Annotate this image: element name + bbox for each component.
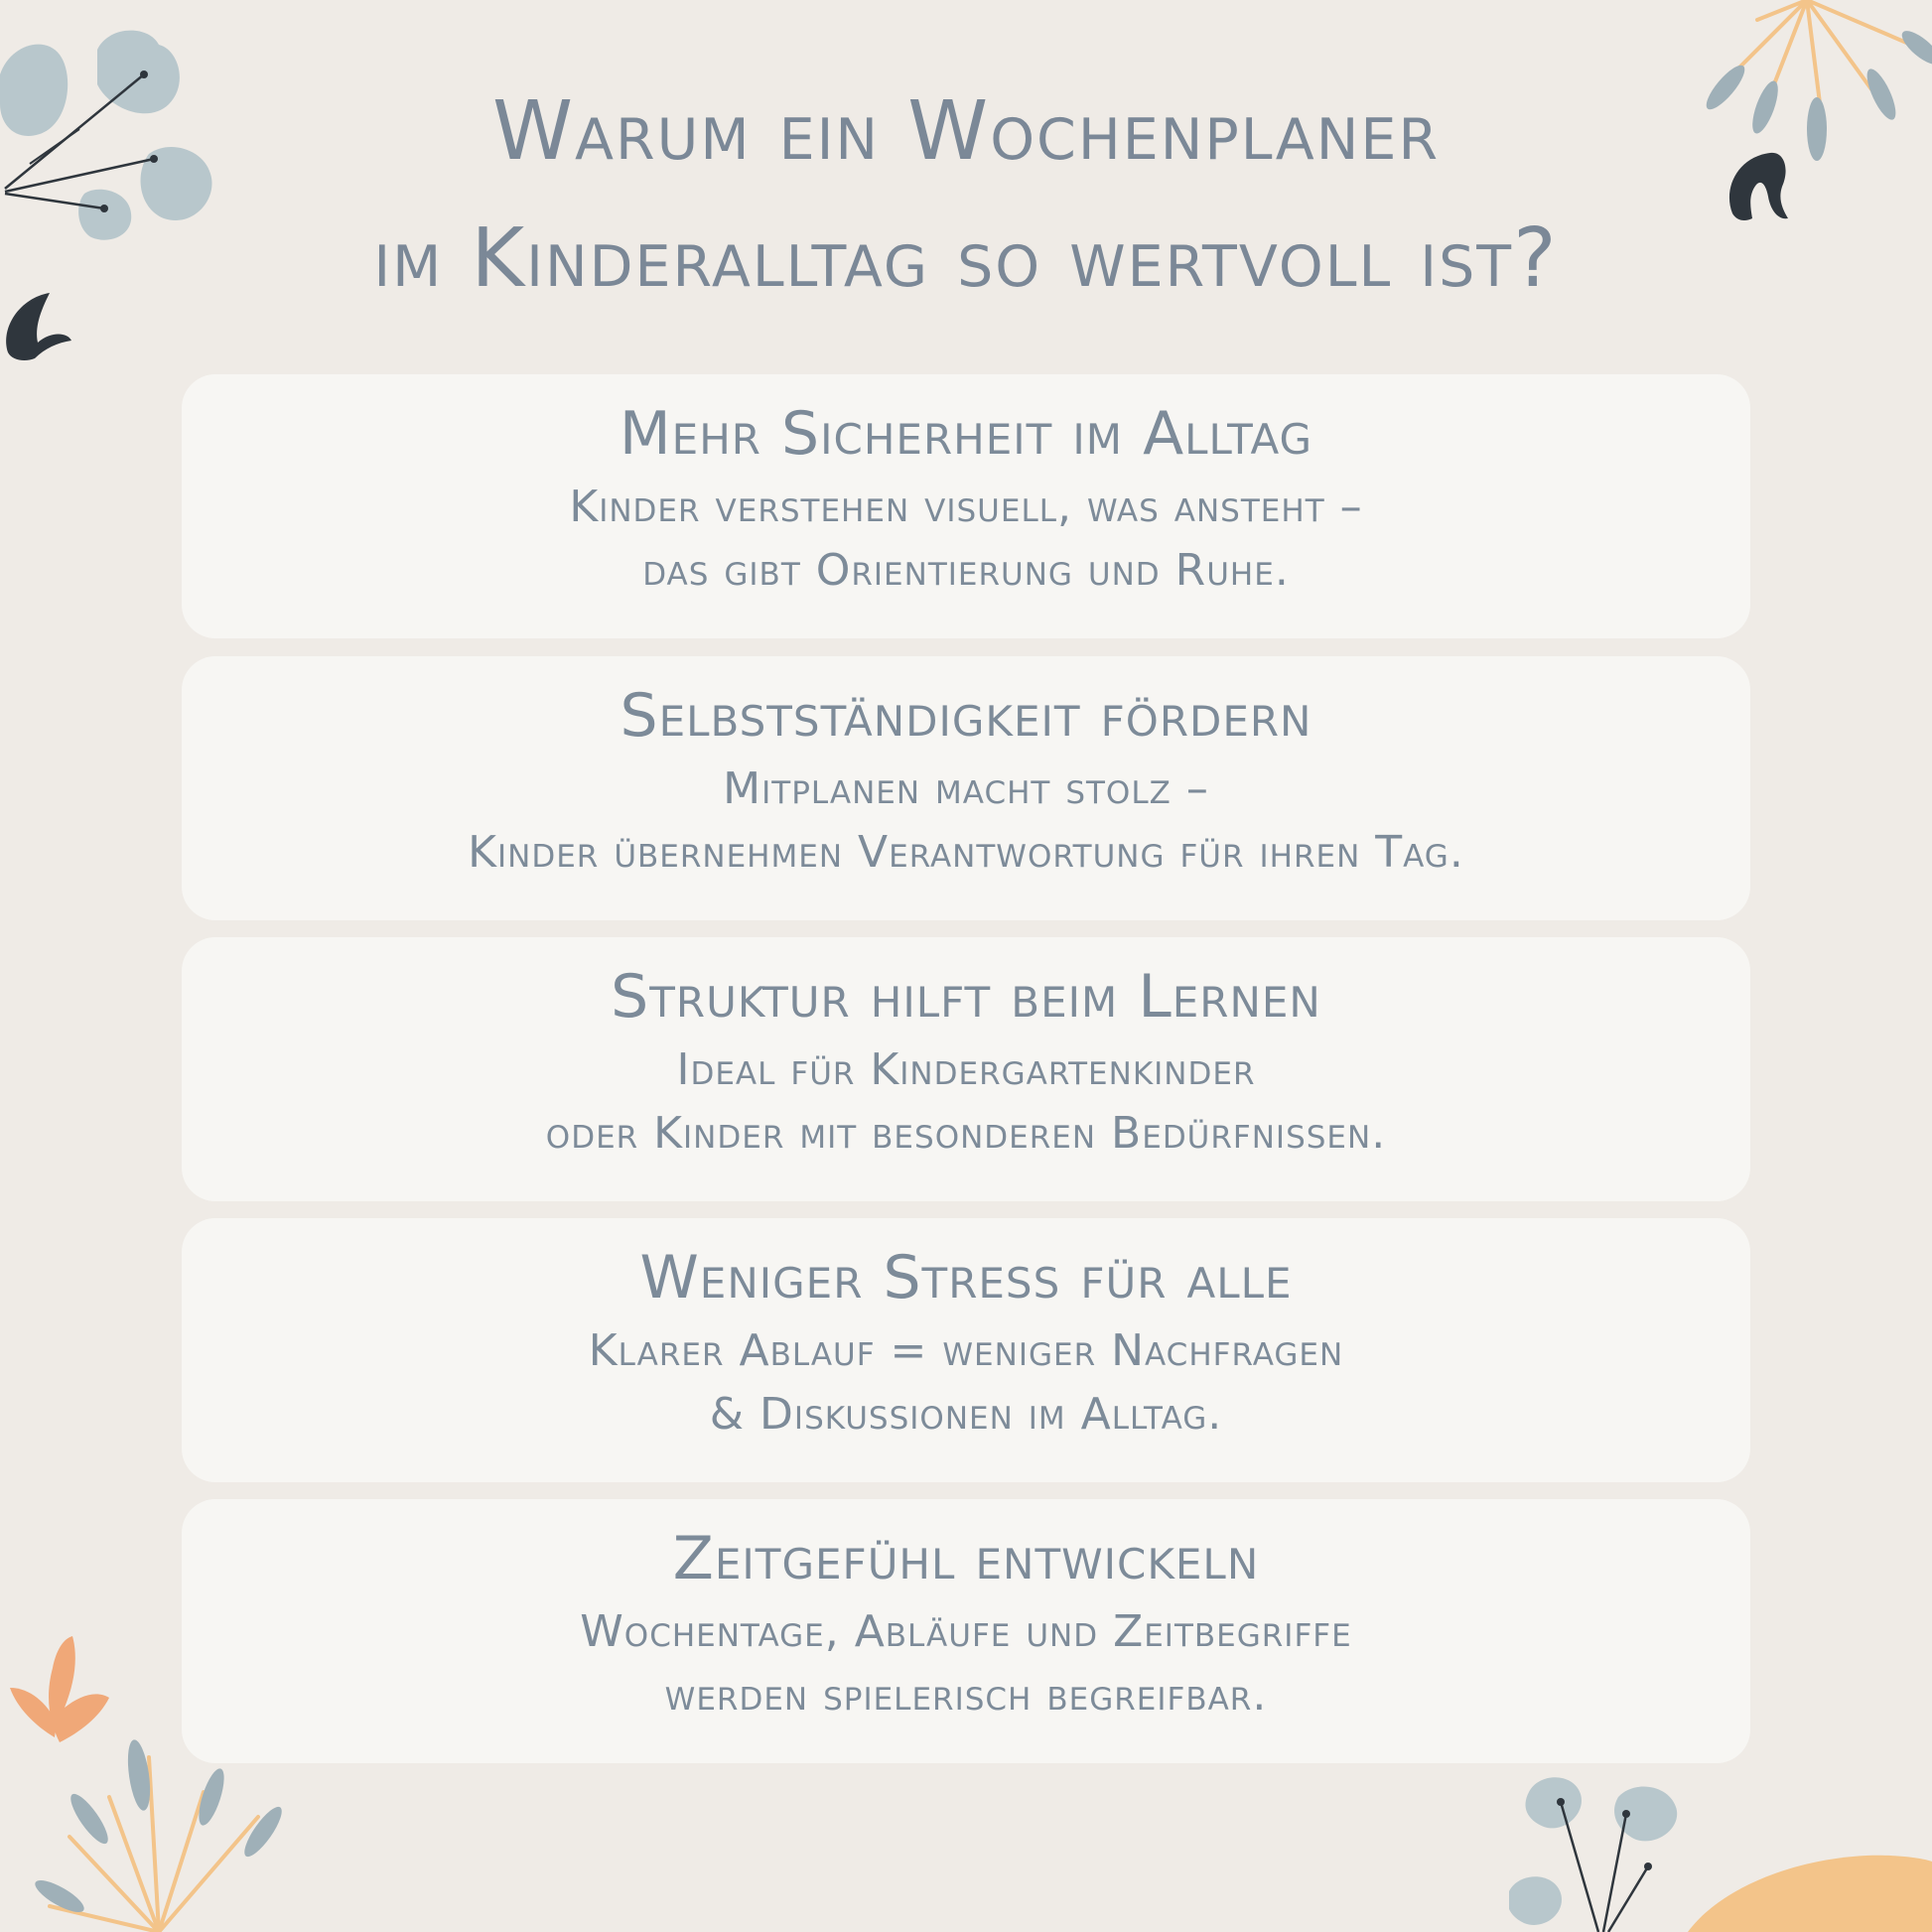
page-title-line-1: Warum ein Wochenplaner — [491, 84, 1441, 179]
benefit-card — [182, 1499, 1750, 1763]
card-text-line: Kinder verstehen visuell, was ansteht – — [569, 482, 1363, 532]
leaf-branch-icon — [1509, 1772, 1688, 1932]
benefit-card — [182, 374, 1750, 638]
benefit-card — [182, 937, 1750, 1201]
benefit-card — [182, 1218, 1750, 1482]
flower-burst-icon — [30, 1737, 288, 1932]
card-heading: Mehr Sicherheit im Alltag — [619, 399, 1313, 469]
page-title-line-2: im Kinderalltag so wertvoll ist? — [373, 211, 1559, 306]
card-text-line: Klarer Ablauf = weniger Nachfragen — [588, 1325, 1344, 1376]
card-heading: Struktur hilft beim Lernen — [611, 962, 1321, 1032]
card-text-line: Wochentage, Abläufe und Zeitbegriffe — [580, 1606, 1352, 1657]
card-text-line: das gibt Orientierung und Ruhe. — [642, 545, 1290, 596]
orange-sprout-icon — [5, 1628, 114, 1747]
card-heading: Weniger Stress für alle — [639, 1243, 1293, 1312]
benefit-card — [182, 656, 1750, 920]
card-heading: Zeitgefühl entwickeln — [672, 1524, 1260, 1593]
sun-blob-icon — [1688, 1852, 1932, 1932]
card-text-line: Mitplanen macht stolz – — [723, 763, 1209, 814]
card-text-line: werden spielerisch begreifbar. — [664, 1670, 1268, 1721]
card-text-line: Kinder übernehmen Verantwortung für ihren Tag. — [468, 827, 1464, 878]
card-heading: Selbstständigkeit fördern — [620, 681, 1312, 751]
card-text-line: Ideal für Kindergartenkinder — [676, 1044, 1256, 1095]
card-text-line: & Diskussionen im Alltag. — [709, 1389, 1223, 1440]
card-text-line: oder Kinder mit besonderen Bedürfnissen. — [545, 1108, 1387, 1159]
